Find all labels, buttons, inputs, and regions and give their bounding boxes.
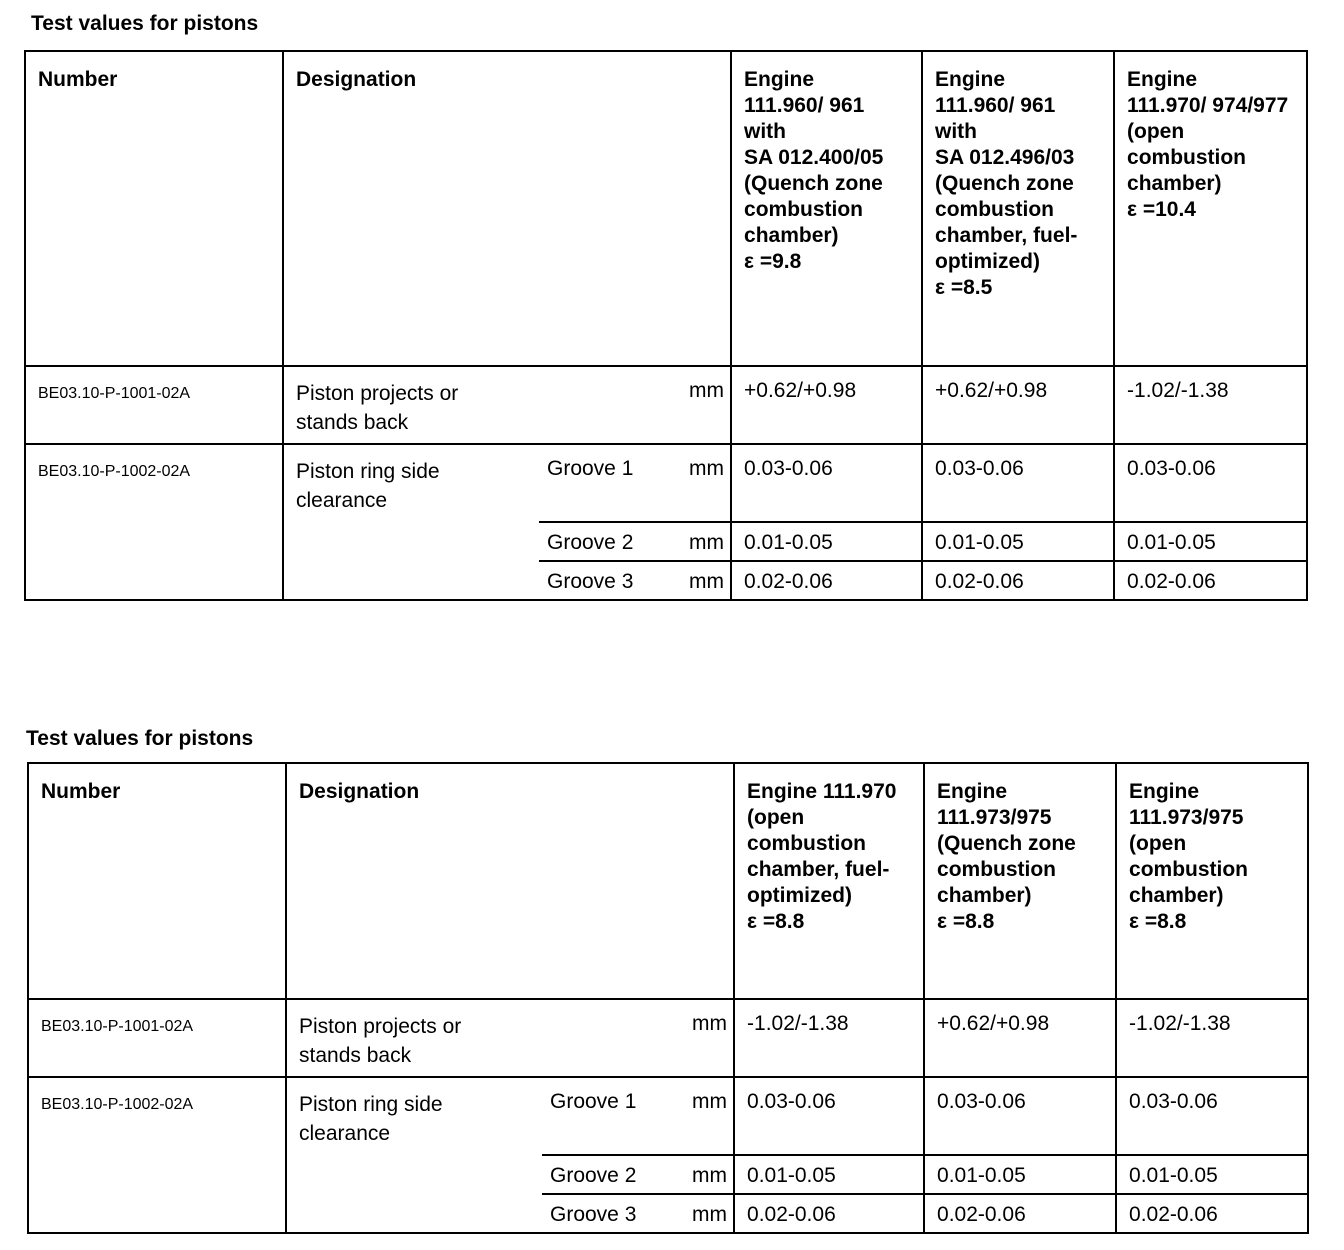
header-line: chamber) xyxy=(1129,884,1224,907)
header-line: 111.960/ 961 xyxy=(935,94,1056,117)
value-cell: 0.01-0.05 xyxy=(1116,1155,1308,1194)
header-engine-1 xyxy=(731,51,922,366)
header-designation: Designation xyxy=(286,763,734,999)
header-engine-2 xyxy=(922,51,1114,366)
groove-label: Groove 2 xyxy=(539,522,683,561)
value-cell: 0.03-0.06 xyxy=(1114,444,1307,522)
header-line: ε =10.4 xyxy=(1127,198,1196,221)
table-1-title: Test values for pistons xyxy=(31,12,259,35)
header-line: SA 012.496/03 xyxy=(935,146,1075,169)
header-line: ε =8.8 xyxy=(747,910,805,933)
header-line: combustion xyxy=(937,858,1057,881)
value-cell: +0.62/+0.98 xyxy=(924,999,1116,1077)
value-cell: 0.03-0.06 xyxy=(731,444,922,522)
header-line: Engine 111.970 xyxy=(747,780,897,803)
header-line: (Quench zone xyxy=(744,172,883,195)
value-cell: +0.62/+0.98 xyxy=(731,366,922,444)
header-line: chamber, fuel- xyxy=(935,224,1078,247)
header-line: Engine xyxy=(1129,780,1200,803)
test-values-table-2 xyxy=(27,762,1309,1234)
header-line: (Quench zone xyxy=(935,172,1074,195)
unit-label: mm xyxy=(686,1155,734,1194)
unit-label: mm xyxy=(683,522,731,561)
groove-label: Groove 2 xyxy=(542,1155,686,1194)
groove-label: Groove 3 xyxy=(539,561,683,600)
header-engine-2 xyxy=(924,763,1116,999)
header-line: combustion xyxy=(1127,146,1247,169)
row-number: BE03.10-P-1001-02A xyxy=(25,366,283,444)
header-line: optimized) xyxy=(747,884,853,907)
unit-label: mm xyxy=(686,999,734,1077)
header-line: chamber) xyxy=(1127,172,1222,195)
value-cell: 0.02-0.06 xyxy=(731,561,922,600)
value-cell: 0.03-0.06 xyxy=(922,444,1114,522)
value-cell: -1.02/-1.38 xyxy=(1116,999,1308,1077)
header-line: 111.973/975 xyxy=(1129,806,1244,829)
header-number: Number xyxy=(28,763,286,999)
unit-label: mm xyxy=(686,1194,734,1233)
unit-label: mm xyxy=(683,444,731,522)
value-cell: 0.02-0.06 xyxy=(1116,1194,1308,1233)
header-line: ε =9.8 xyxy=(744,250,802,273)
header-line: SA 012.400/05 xyxy=(744,146,884,169)
value-cell: 0.03-0.06 xyxy=(924,1077,1116,1155)
row-number: BE03.10-P-1002-02A xyxy=(28,1077,286,1233)
unit-label: mm xyxy=(683,561,731,600)
value-cell: 0.02-0.06 xyxy=(922,561,1114,600)
row-designation: Piston projects or stands back xyxy=(286,999,686,1077)
value-cell: 0.02-0.06 xyxy=(734,1194,924,1233)
header-number: Number xyxy=(25,51,283,366)
unit-label: mm xyxy=(683,366,731,444)
header-line: ε =8.8 xyxy=(1129,910,1187,933)
header-engine-3 xyxy=(1116,763,1308,999)
value-cell: 0.01-0.05 xyxy=(1114,522,1307,561)
row-designation: Piston projects or stands back xyxy=(283,366,683,444)
header-line: (open xyxy=(747,806,805,829)
value-cell: 0.01-0.05 xyxy=(924,1155,1116,1194)
value-cell: -1.02/-1.38 xyxy=(1114,366,1307,444)
row-designation: Piston ring side clearance xyxy=(286,1077,542,1233)
header-line: optimized) xyxy=(935,250,1041,273)
header-line: 111.973/975 xyxy=(937,806,1052,829)
header-line: chamber) xyxy=(744,224,839,247)
value-cell: 0.03-0.06 xyxy=(734,1077,924,1155)
value-cell: 0.02-0.06 xyxy=(924,1194,1116,1233)
row-designation: Piston ring side clearance xyxy=(283,444,539,600)
header-line: chamber, fuel- xyxy=(747,858,890,881)
groove-label: Groove 1 xyxy=(539,444,683,522)
header-line: ε =8.8 xyxy=(937,910,995,933)
value-cell: 0.01-0.05 xyxy=(731,522,922,561)
table-2-title: Test values for pistons xyxy=(26,727,254,750)
value-cell: 0.03-0.06 xyxy=(1116,1077,1308,1155)
header-designation: Designation xyxy=(283,51,731,366)
header-line: Engine xyxy=(937,780,1008,803)
header-line: combustion xyxy=(935,198,1055,221)
header-engine-3 xyxy=(1114,51,1307,366)
value-cell: 0.01-0.05 xyxy=(922,522,1114,561)
header-engine-1 xyxy=(734,763,924,999)
row-number: BE03.10-P-1002-02A xyxy=(25,444,283,600)
header-line: combustion xyxy=(1129,858,1249,881)
header-line: combustion xyxy=(744,198,864,221)
header-line: combustion xyxy=(747,832,867,855)
header-line: with xyxy=(744,120,787,143)
unit-label: mm xyxy=(686,1077,734,1155)
value-cell: 0.02-0.06 xyxy=(1114,561,1307,600)
test-values-table-1 xyxy=(24,50,1308,601)
header-line: (Quench zone xyxy=(937,832,1076,855)
header-line: with xyxy=(935,120,978,143)
header-line: Engine xyxy=(1127,68,1198,91)
header-line: (open xyxy=(1127,120,1185,143)
value-cell: 0.01-0.05 xyxy=(734,1155,924,1194)
header-line: Engine xyxy=(744,68,815,91)
row-number: BE03.10-P-1001-02A xyxy=(28,999,286,1077)
header-line: 111.960/ 961 xyxy=(744,94,865,117)
groove-label: Groove 3 xyxy=(542,1194,686,1233)
header-line: chamber) xyxy=(937,884,1032,907)
header-line: ε =8.5 xyxy=(935,276,993,299)
header-line: (open xyxy=(1129,832,1187,855)
value-cell: +0.62/+0.98 xyxy=(922,366,1114,444)
groove-label: Groove 1 xyxy=(542,1077,686,1155)
header-line: Engine xyxy=(935,68,1006,91)
header-line: 111.970/ 974/977 xyxy=(1127,94,1289,117)
value-cell: -1.02/-1.38 xyxy=(734,999,924,1077)
